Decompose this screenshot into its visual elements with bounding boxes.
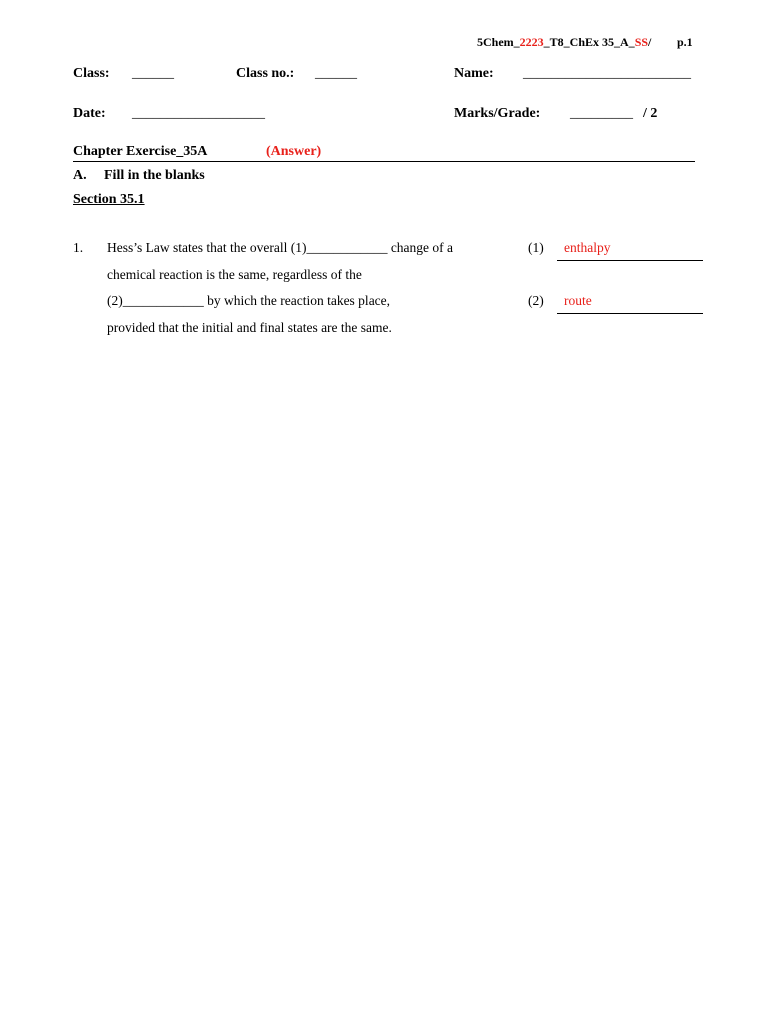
- answer-tag: (Answer): [266, 144, 322, 159]
- document-code: [477, 35, 651, 50]
- code-slash: /: [648, 35, 652, 49]
- section-heading: Section 35.1: [73, 192, 145, 207]
- class-no-label: Class no.:: [236, 66, 295, 81]
- question-number: 1.: [73, 240, 84, 255]
- code-ss: SS: [634, 35, 649, 49]
- answer-1-line: [557, 260, 703, 261]
- page-number: p.1: [677, 35, 693, 49]
- name-blank[interactable]: ________________________: [523, 66, 691, 81]
- date-blank[interactable]: ___________________: [132, 106, 265, 121]
- answer-2-label: (2): [528, 293, 544, 308]
- marks-label: Marks/Grade:: [454, 106, 541, 121]
- title-rule: [73, 161, 695, 162]
- question-line-3: (2)____________ by which the reaction takes place,: [107, 293, 391, 308]
- class-no-blank[interactable]: ______: [315, 66, 357, 81]
- answer-1-label: (1): [528, 240, 544, 255]
- date-label: Date:: [73, 106, 106, 121]
- name-label: Name:: [454, 66, 494, 81]
- answer-2-line: [557, 313, 703, 314]
- chapter-title: Chapter Exercise_35A: [73, 144, 208, 159]
- code-mid: _T8_ChEx 35_A_: [543, 35, 635, 49]
- class-blank[interactable]: ______: [132, 66, 174, 81]
- answer-2-value[interactable]: route: [564, 293, 592, 308]
- question-line-4: provided that the initial and final states are the same.: [107, 320, 392, 335]
- answer-1-value[interactable]: enthalpy: [564, 240, 611, 255]
- marks-total: / 2: [643, 106, 658, 121]
- class-label: Class:: [73, 66, 110, 81]
- code-year: 2223: [519, 35, 544, 49]
- question-line-1: Hess’s Law states that the overall (1)____________ change of a: [107, 240, 454, 255]
- question-line-2: chemical reaction is the same, regardless of the: [107, 267, 362, 282]
- section-a-letter: A.: [73, 168, 87, 183]
- section-a-heading: Fill in the blanks: [104, 168, 205, 183]
- marks-blank[interactable]: _________: [570, 106, 633, 121]
- code-prefix: 5Chem_: [477, 35, 520, 49]
